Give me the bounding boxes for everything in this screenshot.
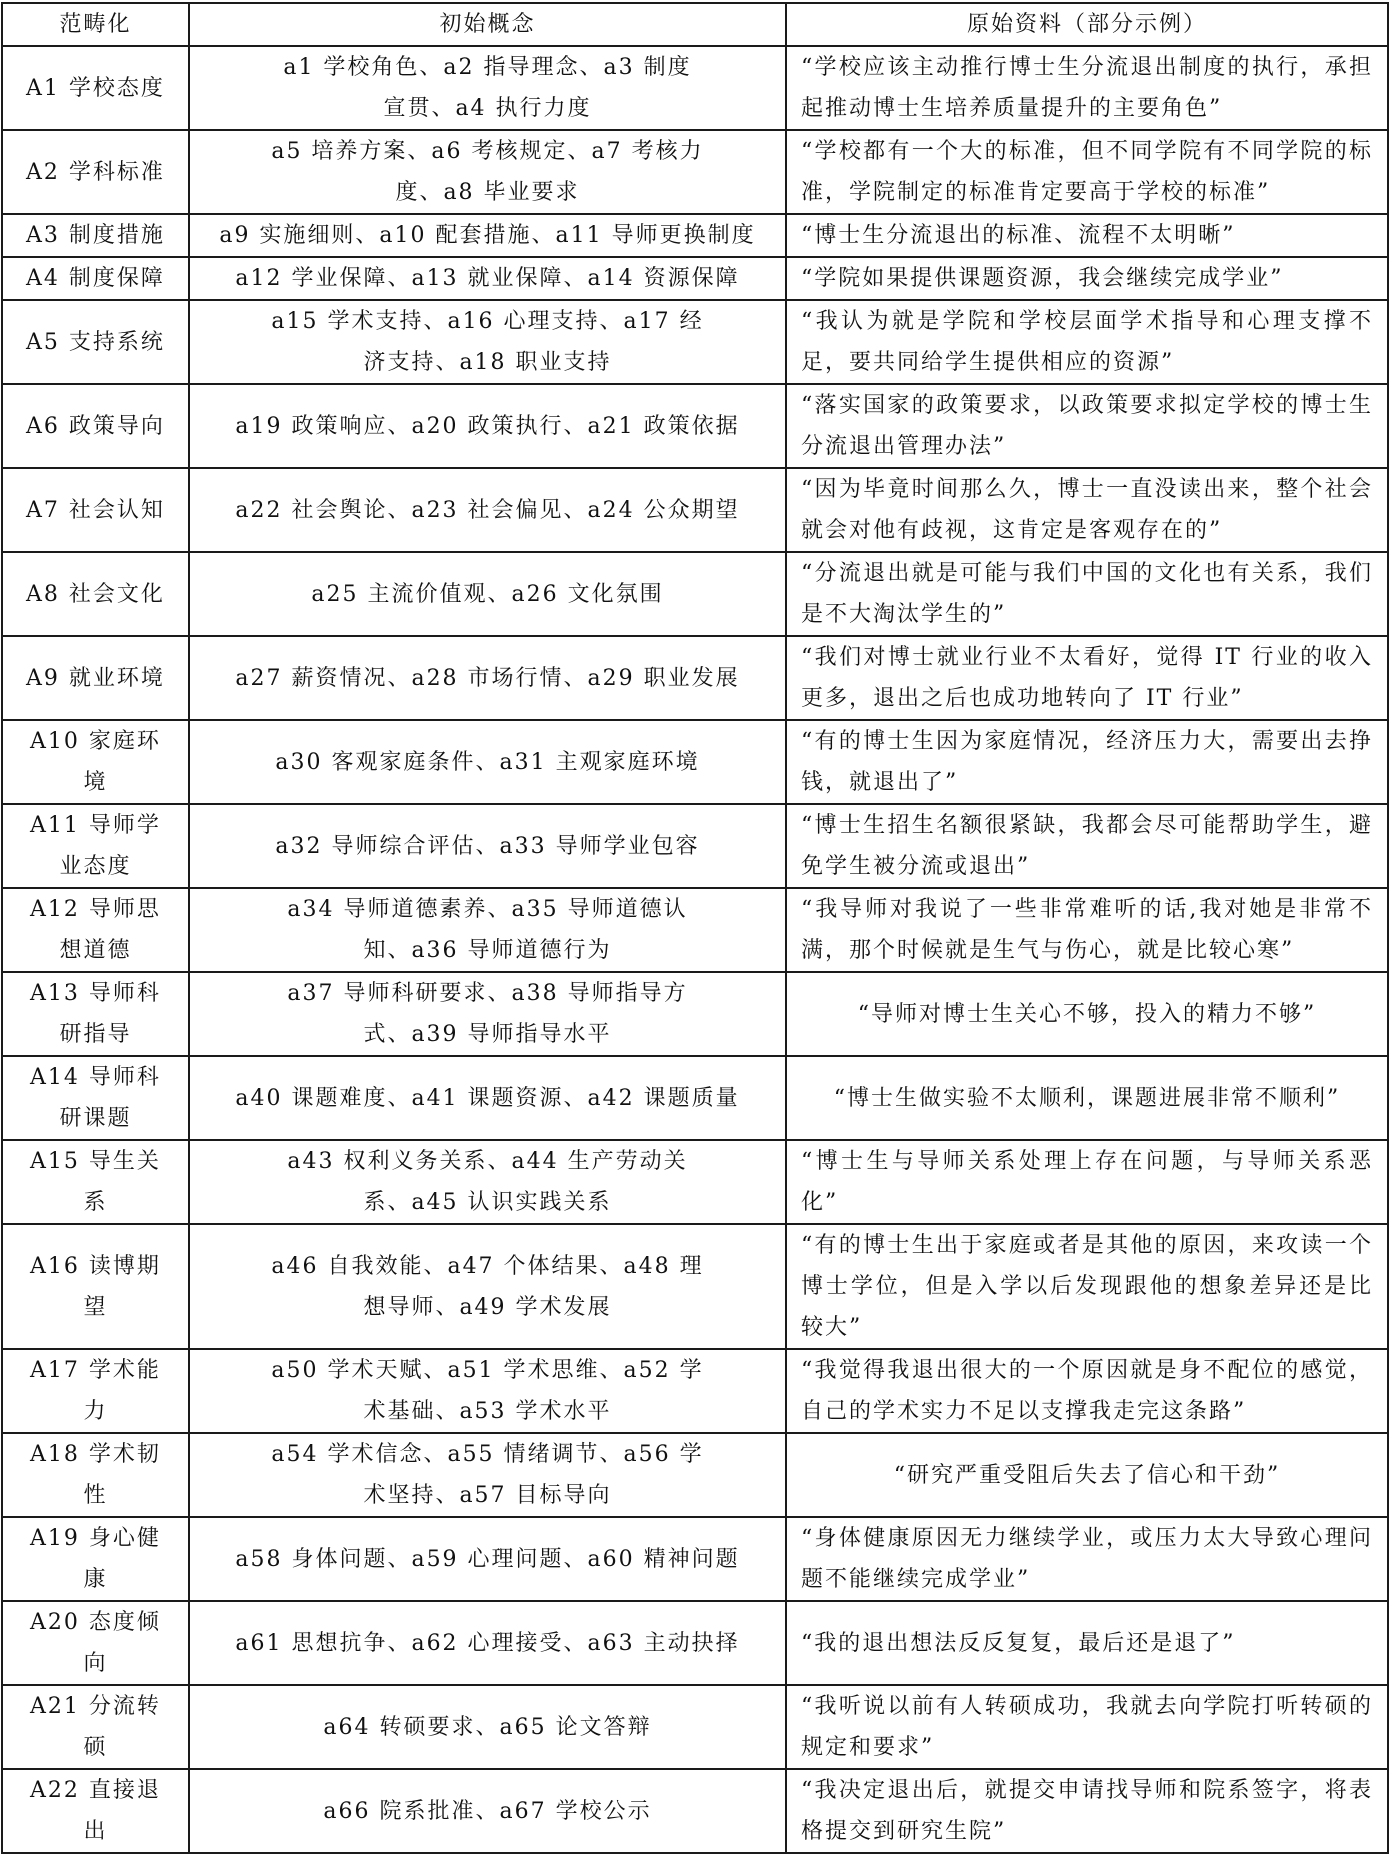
source-cell: “我听说以前有人转硕成功，我就去向学院打听转硕的规定和要求” xyxy=(786,1685,1388,1769)
table-row xyxy=(2,888,1388,972)
category-cell xyxy=(2,1769,189,1853)
concepts-cell xyxy=(189,130,786,214)
source-cell: “研究严重受阻后失去了信心和干劲” xyxy=(786,1433,1388,1517)
concepts-text: a12 学业保障、a13 就业保障、a14 资源保障 xyxy=(235,266,740,291)
table-row xyxy=(2,384,1388,468)
source-cell: “我导师对我说了一些非常难听的话,我对她是非常不满，那个时候就是生气与伤心，就是比较心寒” xyxy=(786,888,1388,972)
source-cell: “分流退出就是可能与我们中国的文化也有关系，我们是不大淘汰学生的” xyxy=(786,552,1388,636)
concepts-text: a15 学术支持、a16 心理支持、a17 经济支持、a18 职业支持 xyxy=(271,309,704,375)
source-cell: “学校应该主动推行博士生分流退出制度的执行，承担起推动博士生培养质量提升的主要角色” xyxy=(786,46,1388,130)
category-text: A6 政策导向 xyxy=(26,413,165,439)
category-cell xyxy=(2,636,189,720)
table-row xyxy=(2,468,1388,552)
category-cell xyxy=(2,384,189,468)
table-row xyxy=(2,130,1388,214)
category-cell xyxy=(2,1140,189,1224)
category-cell xyxy=(2,1056,189,1140)
category-text: A1 学校态度 xyxy=(26,75,165,101)
category-text: A13 导师科研指导 xyxy=(30,981,161,1047)
concepts-cell xyxy=(189,300,786,384)
concepts-text: a43 权利义务关系、a44 生产劳动关系、a45 认识实践关系 xyxy=(287,1149,688,1215)
source-cell: “博士生与导师关系处理上存在问题，与导师关系恶化” xyxy=(786,1140,1388,1224)
concepts-text: a50 学术天赋、a51 学术思维、a52 学术基础、a53 学术水平 xyxy=(271,1358,704,1424)
category-cell xyxy=(2,130,189,214)
category-cell xyxy=(2,804,189,888)
category-text: A5 支持系统 xyxy=(26,329,165,355)
category-text: A15 导生关系 xyxy=(30,1149,161,1215)
source-cell: “有的博士生出于家庭或者是其他的原因，来攻读一个博士学位，但是入学以后发现跟他的想象差异还是比较大” xyxy=(786,1224,1388,1349)
category-cell xyxy=(2,888,189,972)
category-cell xyxy=(2,1224,189,1349)
concepts-cell xyxy=(189,1769,786,1853)
concepts-text: a25 主流价值观、a26 文化氛围 xyxy=(311,581,664,607)
category-cell xyxy=(2,257,189,300)
source-cell: “我认为就是学院和学校层面学术指导和心理支撑不足，要共同给学生提供相应的资源” xyxy=(786,300,1388,384)
category-cell xyxy=(2,1433,189,1517)
table-row xyxy=(2,1769,1388,1853)
source-cell: “我的退出想法反反复复，最后还是退了” xyxy=(786,1601,1388,1685)
source-cell: “因为毕竟时间那么久，博士一直没读出来，整个社会就会对他有歧视，这肯定是客观存在的” xyxy=(786,468,1388,552)
table-row xyxy=(2,300,1388,384)
table-row xyxy=(2,552,1388,636)
category-text: A2 学科标准 xyxy=(26,159,165,185)
concepts-cell xyxy=(189,46,786,130)
concepts-text: a9 实施细则、a10 配套措施、a11 导师更换制度 xyxy=(219,223,756,248)
category-text: A11 导师学业态度 xyxy=(30,813,161,879)
category-text: A17 学术能力 xyxy=(30,1358,161,1424)
category-cell xyxy=(2,1685,189,1769)
concepts-cell xyxy=(189,257,786,300)
source-cell: “有的博士生因为家庭情况，经济压力大，需要出去挣钱，就退出了” xyxy=(786,720,1388,804)
concepts-cell xyxy=(189,636,786,720)
concepts-cell xyxy=(189,888,786,972)
concepts-text: a61 思想抗争、a62 心理接受、a63 主动抉择 xyxy=(235,1630,740,1656)
table-header-row xyxy=(2,3,1388,46)
category-cell xyxy=(2,552,189,636)
source-cell: “博士生做实验不太顺利，课题进展非常不顺利” xyxy=(786,1056,1388,1140)
concepts-text: a19 政策响应、a20 政策执行、a21 政策依据 xyxy=(235,413,740,439)
table-row xyxy=(2,720,1388,804)
category-text: A22 直接退出 xyxy=(30,1778,161,1844)
source-cell: “博士生分流退出的标准、流程不太明晰” xyxy=(786,214,1388,257)
table-row xyxy=(2,1140,1388,1224)
category-text: A8 社会文化 xyxy=(26,581,165,607)
table-row xyxy=(2,257,1388,300)
concepts-text: a46 自我效能、a47 个体结果、a48 理想导师、a49 学术发展 xyxy=(271,1253,704,1320)
table-row xyxy=(2,1349,1388,1433)
table-row xyxy=(2,636,1388,720)
concepts-text: a22 社会舆论、a23 社会偏见、a24 公众期望 xyxy=(235,497,740,523)
concepts-cell xyxy=(189,1140,786,1224)
header-source: 原始资料（部分示例） xyxy=(786,3,1388,46)
table-row xyxy=(2,972,1388,1056)
header-category: 范畴化 xyxy=(2,3,189,46)
concepts-cell xyxy=(189,1224,786,1349)
source-cell: “身体健康原因无力继续学业，或压力太大导致心理问题不能继续完成学业” xyxy=(786,1517,1388,1601)
concepts-text: a40 课题难度、a41 课题资源、a42 课题质量 xyxy=(235,1085,740,1111)
table-row xyxy=(2,46,1388,130)
table-row xyxy=(2,804,1388,888)
concepts-cell xyxy=(189,1601,786,1685)
table-row xyxy=(2,1685,1388,1769)
concepts-cell xyxy=(189,1517,786,1601)
concepts-text: a27 薪资情况、a28 市场行情、a29 职业发展 xyxy=(235,665,740,691)
concepts-cell xyxy=(189,972,786,1056)
concepts-cell xyxy=(189,214,786,257)
table-body xyxy=(2,46,1388,1853)
category-text: A9 就业环境 xyxy=(26,665,165,691)
category-cell xyxy=(2,720,189,804)
concepts-cell xyxy=(189,552,786,636)
category-cell xyxy=(2,468,189,552)
concepts-text: a5 培养方案、a6 考核规定、a7 考核力度、a8 毕业要求 xyxy=(271,139,704,205)
table-row xyxy=(2,1224,1388,1349)
category-text: A3 制度措施 xyxy=(26,223,165,248)
category-text: A20 态度倾向 xyxy=(30,1610,161,1676)
concepts-cell xyxy=(189,1056,786,1140)
category-cell xyxy=(2,972,189,1056)
concepts-text: a58 身体问题、a59 心理问题、a60 精神问题 xyxy=(235,1546,740,1572)
concept-coding-table xyxy=(1,2,1389,1854)
concepts-cell xyxy=(189,720,786,804)
category-cell xyxy=(2,1601,189,1685)
category-text: A19 身心健康 xyxy=(30,1526,161,1592)
table-row xyxy=(2,1601,1388,1685)
header-concepts: 初始概念 xyxy=(189,3,786,46)
concepts-cell xyxy=(189,1349,786,1433)
source-cell: “学校都有一个大的标准，但不同学院有不同学院的标准，学院制定的标准肯定要高于学校的标准” xyxy=(786,130,1388,214)
category-text: A18 学术韧性 xyxy=(30,1442,161,1508)
source-cell: “我决定退出后，就提交申请找导师和院系签字，将表格提交到研究生院” xyxy=(786,1769,1388,1853)
source-cell: “学院如果提供课题资源，我会继续完成学业” xyxy=(786,257,1388,300)
source-cell: “我们对博士就业行业不太看好，觉得 IT 行业的收入更多，退出之后也成功地转向了 IT 行业” xyxy=(786,636,1388,720)
concepts-cell xyxy=(189,804,786,888)
category-text: A7 社会认知 xyxy=(26,497,165,523)
source-cell: “导师对博士生关心不够，投入的精力不够” xyxy=(786,972,1388,1056)
concepts-cell xyxy=(189,1685,786,1769)
concepts-text: a37 导师科研要求、a38 导师指导方式、a39 导师指导水平 xyxy=(287,981,688,1047)
category-text: A4 制度保障 xyxy=(26,266,165,291)
table-row xyxy=(2,214,1388,257)
category-cell xyxy=(2,300,189,384)
concepts-cell xyxy=(189,468,786,552)
table-row xyxy=(2,1056,1388,1140)
source-cell: “我觉得我退出很大的一个原因就是身不配位的感觉，自己的学术实力不足以支撑我走完这条路” xyxy=(786,1349,1388,1433)
concepts-text: a32 导师综合评估、a33 导师学业包容 xyxy=(275,833,700,859)
concepts-text: a34 导师道德素养、a35 导师道德认知、a36 导师道德行为 xyxy=(287,897,688,963)
concepts-cell xyxy=(189,1433,786,1517)
category-cell xyxy=(2,214,189,257)
concepts-text: a1 学校角色、a2 指导理念、a3 制度宣贯、a4 执行力度 xyxy=(283,55,692,121)
concepts-cell xyxy=(189,384,786,468)
table-row xyxy=(2,1433,1388,1517)
concepts-text: a64 转硕要求、a65 论文答辩 xyxy=(323,1714,652,1740)
concepts-text: a30 客观家庭条件、a31 主观家庭环境 xyxy=(275,749,700,775)
concepts-text: a66 院系批准、a67 学校公示 xyxy=(323,1798,652,1824)
category-text: A16 读博期望 xyxy=(30,1253,161,1320)
category-cell xyxy=(2,46,189,130)
source-cell: “博士生招生名额很紧缺，我都会尽可能帮助学生，避免学生被分流或退出” xyxy=(786,804,1388,888)
concepts-text: a54 学术信念、a55 情绪调节、a56 学术坚持、a57 目标导向 xyxy=(271,1442,704,1508)
category-text: A21 分流转硕 xyxy=(30,1694,161,1760)
category-cell xyxy=(2,1517,189,1601)
category-text: A14 导师科研课题 xyxy=(30,1065,161,1131)
table-row xyxy=(2,1517,1388,1601)
category-text: A10 家庭环境 xyxy=(30,729,161,795)
category-text: A12 导师思想道德 xyxy=(30,897,161,963)
source-cell: “落实国家的政策要求，以政策要求拟定学校的博士生分流退出管理办法” xyxy=(786,384,1388,468)
category-cell xyxy=(2,1349,189,1433)
